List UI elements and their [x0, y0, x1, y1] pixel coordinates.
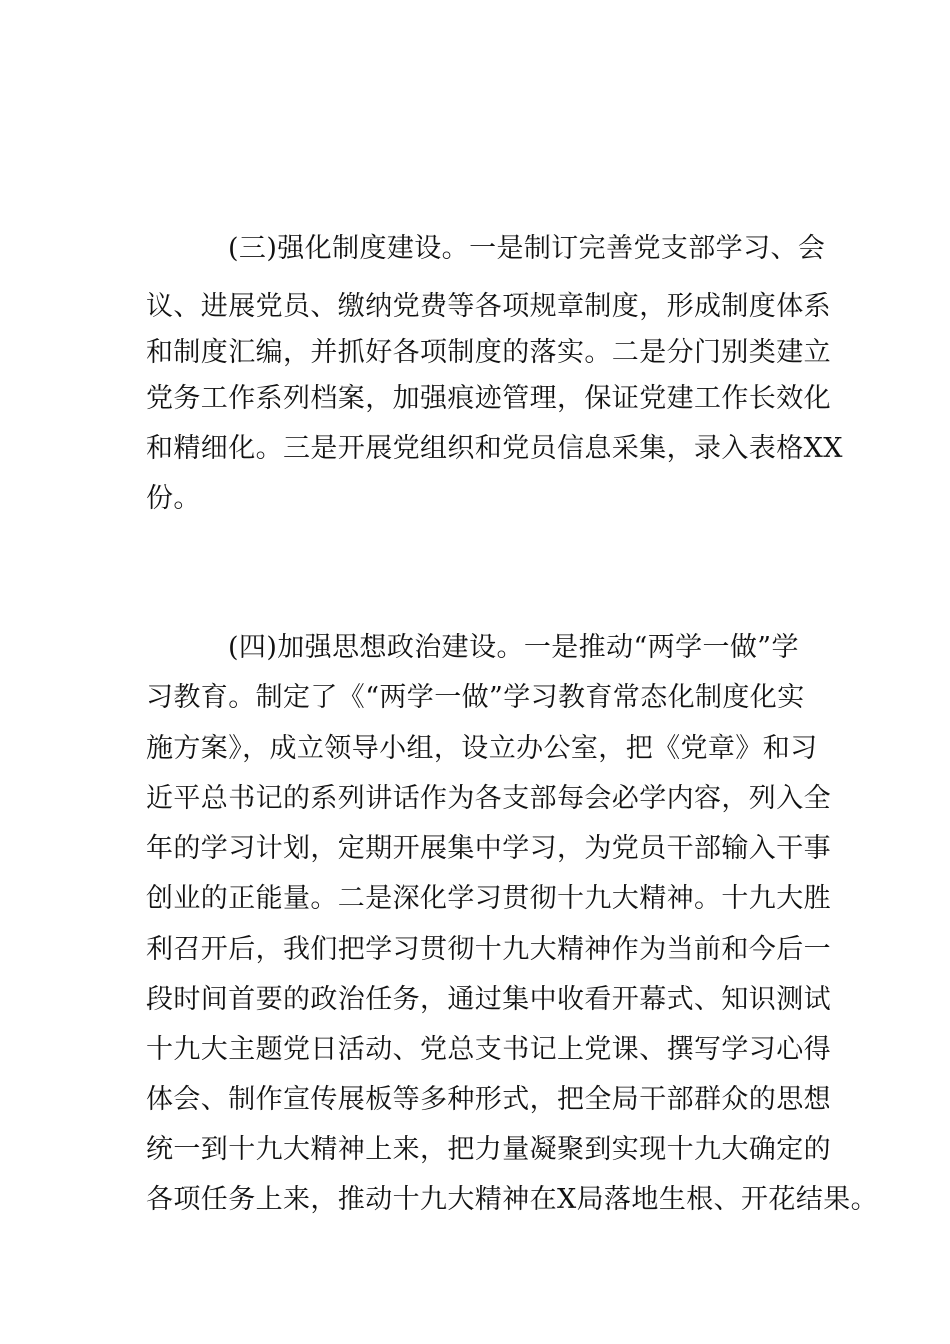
text-line: 创业的正能量。二是深化学习贯彻十九大精神。十九大胜 — [146, 883, 831, 914]
text-line: 十九大主题党日活动、党总支书记上党课、撰写学习心得 — [146, 1034, 831, 1065]
text-line: 习教育。制定了《“两学一做”学习教育常态化制度化实 — [146, 682, 805, 713]
text-line: 份。 — [146, 483, 201, 514]
text-line: 各项任务上来，推动十九大精神在X局落地生根、开花结果。 — [146, 1184, 879, 1215]
text-line: 和精细化。三是开展党组织和党员信息采集，录入表格XX — [146, 433, 843, 464]
text-line: 党务工作系列档案，加强痕迹管理，保证党建工作长效化 — [146, 383, 831, 414]
text-line: 和制度汇编，并抓好各项制度的落实。二是分门别类建立 — [146, 337, 831, 368]
text-line: 体会、制作宣传展板等多种形式，把全局干部群众的思想 — [146, 1084, 831, 1115]
text-line: 年的学习计划，定期开展集中学习，为党员干部输入干事 — [146, 833, 831, 864]
text-line: 统一到十九大精神上来，把力量凝聚到实现十九大确定的 — [146, 1134, 831, 1165]
text-line: (四)加强思想政治建设。一是推动“两学一做”学 — [228, 632, 799, 663]
text-line: (三)强化制度建设。一是制订完善党支部学习、会 — [228, 233, 826, 264]
text-line: 近平总书记的系列讲话作为各支部每会必学内容，列入全 — [146, 783, 831, 814]
text-line: 施方案》，成立领导小组，设立办公室，把《党章》和习 — [146, 733, 818, 764]
text-line: 段时间首要的政治任务，通过集中收看开幕式、知识测试 — [146, 984, 831, 1015]
text-line: 利召开后，我们把学习贯彻十九大精神作为当前和今后一 — [146, 934, 831, 965]
text-line: 议、进展党员、缴纳党费等各项规章制度，形成制度体系 — [146, 291, 831, 322]
